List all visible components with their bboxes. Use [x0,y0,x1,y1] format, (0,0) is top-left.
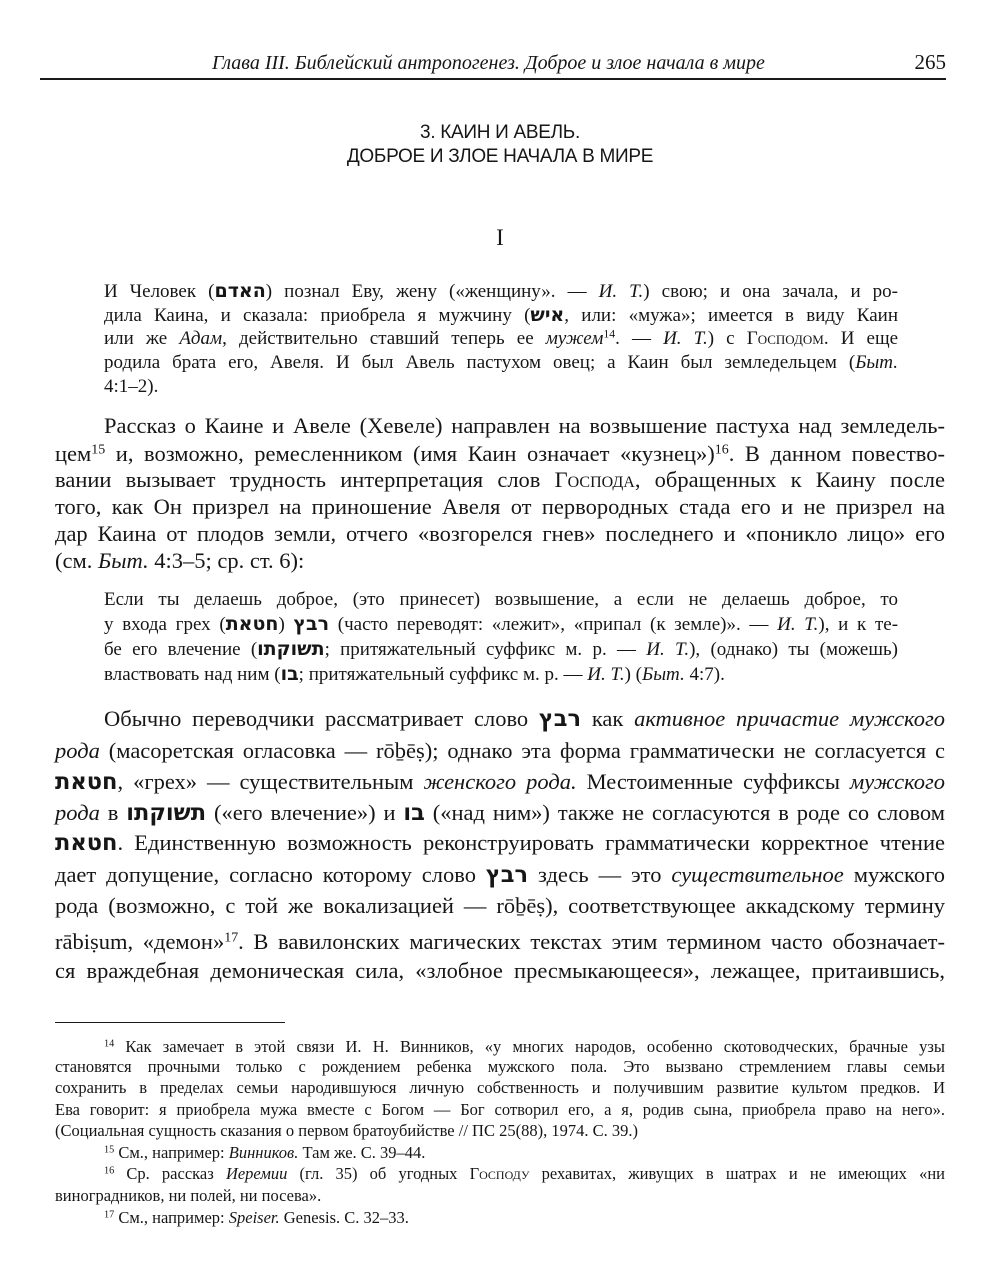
footnote-16: $^{16}$ Ср. рассказ Иеремии (гл. 35) об угодных Господу рехавитах, живущих в шатрах и не имеющих «ни [104,1164,945,1183]
quote-line: властвовать над ним (בו; притяжательный суффикс м. р. — И. Т.) (Быт. 4:7). [104,663,725,685]
hebrew-word: בו [280,663,299,685]
text-line: חטאת. Единственную возможность реконструировать грамматически корректное чтение [55,830,945,856]
text-line: ся враждебная демоническая сила, «злобное пресмыкающееся», лежащее, притаившись, [55,958,945,983]
quote-line: 4:1–2). [104,376,159,397]
footnote-line: (Социальная сущность сказания о первом братоубийстве // ПС 25(88), 1974. С. 39.) [55,1121,638,1140]
quote-line: у входа грех (חטאת) רבץ (часто переводят: «лежит», «припал (к земле)». — И. Т.), и к те- [104,613,899,635]
quote-line: дила Каина, и сказала: приобрела я мужчину (איש, или: «мужа»; имеется в виду Каин [104,304,898,326]
hebrew-word: רבץ [293,613,330,635]
text-line: рода (масоретская огласовка — rōḇēṣ); однако эта форма грамматически не согласуется с [55,738,945,763]
footnote-17: $^{17}$ См., например: Speiser. Genesis. С. 32–33. [104,1208,409,1227]
footnote-ref: 16 [714,442,729,458]
hebrew-word: איש [530,304,565,326]
hebrew-word: רבץ [538,706,582,732]
text-line: вании вызывает трудность интерпретация слов Господа, обращенных к Каину после [55,467,945,492]
footnote-separator [55,1022,285,1023]
section-title-line2: ДОБРОЕ И ЗЛОЕ НАЧАЛА В МИРЕ [346,146,654,167]
hebrew-word: בו [403,800,425,826]
footnote-14: $^{14}$ Как замечает в этой связи И. Н. Винников, «у многих народов, особенно скотоводческих, брачные узы [104,1037,945,1056]
running-header-title: Глава III. Библейский антропогенез. Доброе и злое начала в мире [212,52,765,74]
hebrew-word: תשוקתו [257,638,325,660]
quote-line: Если ты делаешь доброе, (это принесет) возвышение, а если не делаешь доброе, то [104,589,898,610]
footnote-line: становятся прочными только с рождением ребенка мужского пола. Это вызвано стремлением главы семьи [55,1057,945,1076]
quote-line: И Человек (האדם) познал Еву, жену («женщину». — И. Т.) свою; и она зачала, и ро- [104,280,899,302]
text-line: рода (возможно, с той же вокализацией — rōḇēṣ), соответствующее аккадскому термину [55,893,945,918]
footnote-ref: 14 [603,327,616,341]
text-line: (см. Быт. 4:3–5; ср. ст. 6): [55,548,305,573]
footnote-line: сохранить в пределах семьи народившуюся личную собственность и получившим развитие культом предков. И [55,1078,945,1097]
quote-line: бе его влечение (תשוקתו; притяжательный суффикс м. р. — И. Т.), (однако) ты (можешь) [104,638,898,660]
footnote-ref: 15 [91,442,106,458]
footnote-ref: 17 [224,930,239,946]
footnote-line: виноградников, ни полей, ни посева». [55,1186,322,1205]
text-line: того, как Он призрел на приношение Авеля от первородных стада его и не призрел на [55,494,945,519]
section-title-line1: 3. КАИН И АВЕЛЬ. [420,122,580,143]
quote-line: родила брата его, Авеля. И был Авель пастухом овец; а Каин был земледельцем (Быт. [104,352,898,373]
footnote-line: Ева говорит: я приобрела мужа вместе с Богом — Бог сотворил его, а я, родив сына, приобрела право на него». [55,1100,945,1119]
text-line: Обычно переводчики рассматривает слово רבץ как активное причастие мужского [104,706,945,732]
hebrew-word: האדם [214,280,266,302]
text-line: rābiṣum, «демон»$^{17}$. В вавилонских магических текстах этим термином часто обозначает- [55,929,946,954]
running-header [40,52,946,80]
footnote-15: $^{15}$ См., например: Винников. Там же. С. 39–44. [104,1143,426,1162]
page-number: 265 [914,50,946,74]
hebrew-word: חטאת [55,830,118,856]
text-line: рода в תשוקתו («его влечение») и בו («над ним») также не согласуются в роде со словом [55,800,945,826]
text-line: дает допущение, согласно которому слово רבץ здесь — это существительное мужского [55,862,945,888]
quote-line: или же Адам, действительно ставший теперь ее мужем$^{14}$. — И. Т.) с Господом. И еще [104,327,899,349]
hebrew-word: חטאת [225,613,279,635]
text-line: дар Каина от плодов земли, отчего «возгорелся гнев» последнего и «поникло лицо» его [55,521,945,546]
subsection-number: I [496,225,504,250]
text-line: цем$^{15}$ и, возможно, ремесленником (имя Каин означает «кузнец»)$^{16}$. В данном повество- [55,441,945,466]
text-line: Рассказ о Каине и Авеле (Хевеле) направлен на возвышение пастуха над земледель- [104,413,945,438]
hebrew-word: רבץ [485,862,529,888]
hebrew-word: חטאת [55,769,118,795]
text-line: חטאת, «грех» — существительным женского рода. Местоименные суффиксы мужского [55,769,946,795]
hebrew-word: תשוקתו [126,800,207,826]
